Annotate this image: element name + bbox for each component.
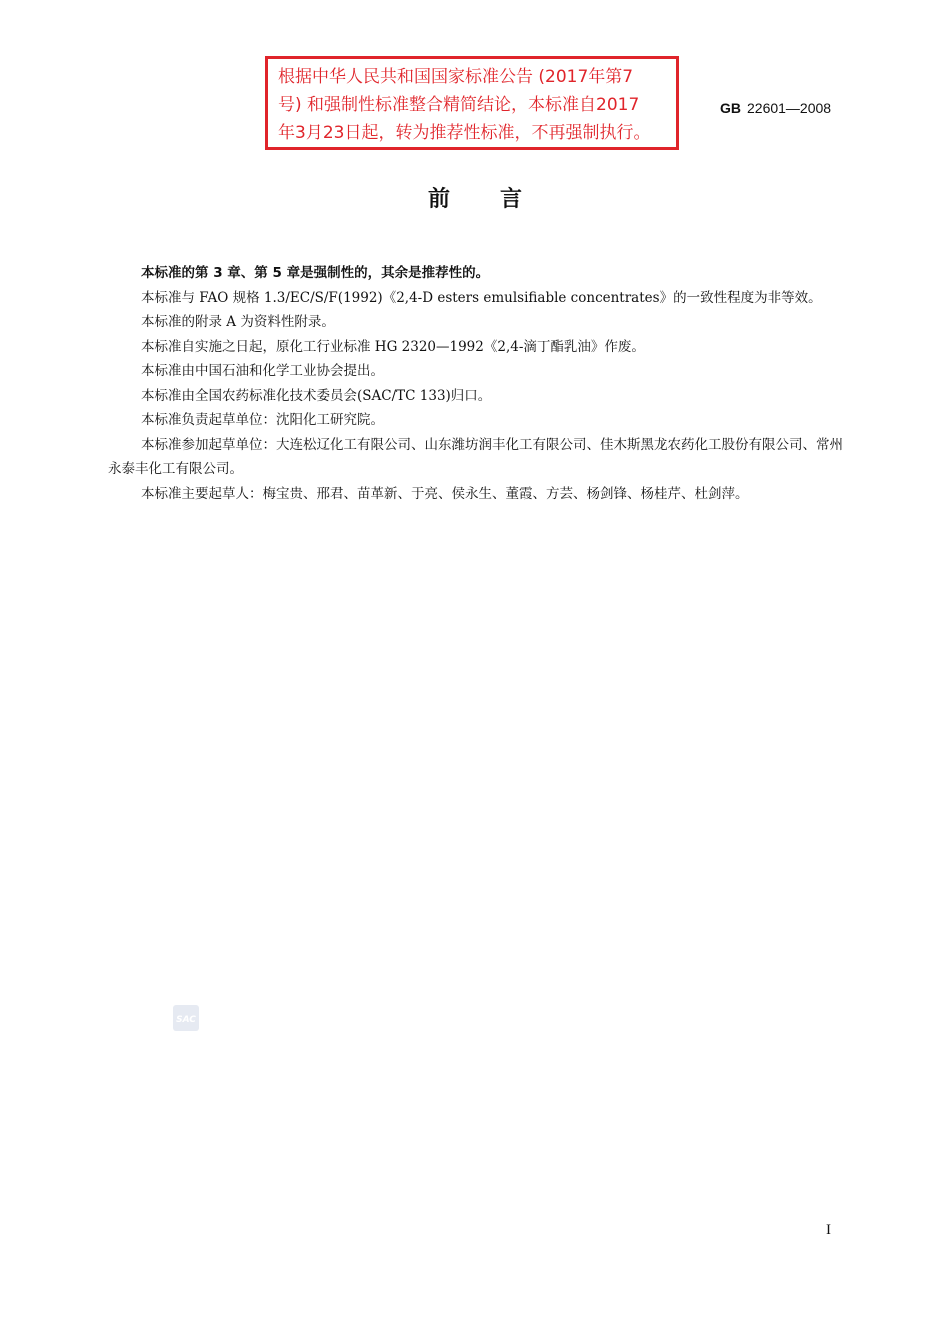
standard-prefix: GB <box>720 100 741 116</box>
notice-line: 年3月23日起，转为推荐性标准，不再强制执行。 <box>278 123 651 143</box>
paragraph: 本标准的附录 A 为资料性附录。 <box>141 314 335 330</box>
standard-code <box>720 100 831 116</box>
notice-line: 根据中华人民共和国国家标准公告 (2017年第7 <box>278 67 634 87</box>
standard-number: 22601—2008 <box>747 100 832 116</box>
page-title: 前言 <box>427 187 572 212</box>
paragraph: 本标准自实施之日起，原化工行业标准 HG 2320—1992《2,4-滴丁酯乳油》作废。 <box>141 338 645 355</box>
notice-box <box>265 56 679 150</box>
paragraph: 本标准与 FAO 规格 1.3/EC/S/F(1992)《2,4-D esters emulsifiable concentrates》的一致性程度为非等效。 <box>141 289 822 306</box>
paragraph: 本标准参加起草单位：大连松辽化工有限公司、山东潍坊润丰化工有限公司、佳木斯黑龙农药化工股份有限公司、常州永泰丰化工有限公司。 <box>108 436 843 477</box>
paragraph: 本标准由全国农药标准化技术委员会(SAC/TC 133)归口。 <box>141 387 492 404</box>
paragraph: 本标准负责起草单位：沈阳化工研究院。 <box>141 412 384 428</box>
foreword-body <box>108 261 843 506</box>
notice-line: 号) 和强制性标准整合精简结论，本标准自2017 <box>278 95 640 115</box>
watermark-text: SAC <box>176 1015 196 1025</box>
sac-logo-graphic <box>174 1011 198 1025</box>
sac-logo-icon <box>173 1005 199 1031</box>
paragraph: 本标准由中国石油和化学工业协会提出。 <box>141 363 384 379</box>
page-number: I <box>826 1222 831 1238</box>
paragraph: 本标准主要起草人：梅宝贵、邢君、苗革新、于亮、侯永生、董霞、方芸、杨剑锋、杨桂芹、杜剑萍。 <box>141 485 749 502</box>
paragraph: 本标准的第 3 章、第 5 章是强制性的，其余是推荐性的。 <box>141 265 490 281</box>
